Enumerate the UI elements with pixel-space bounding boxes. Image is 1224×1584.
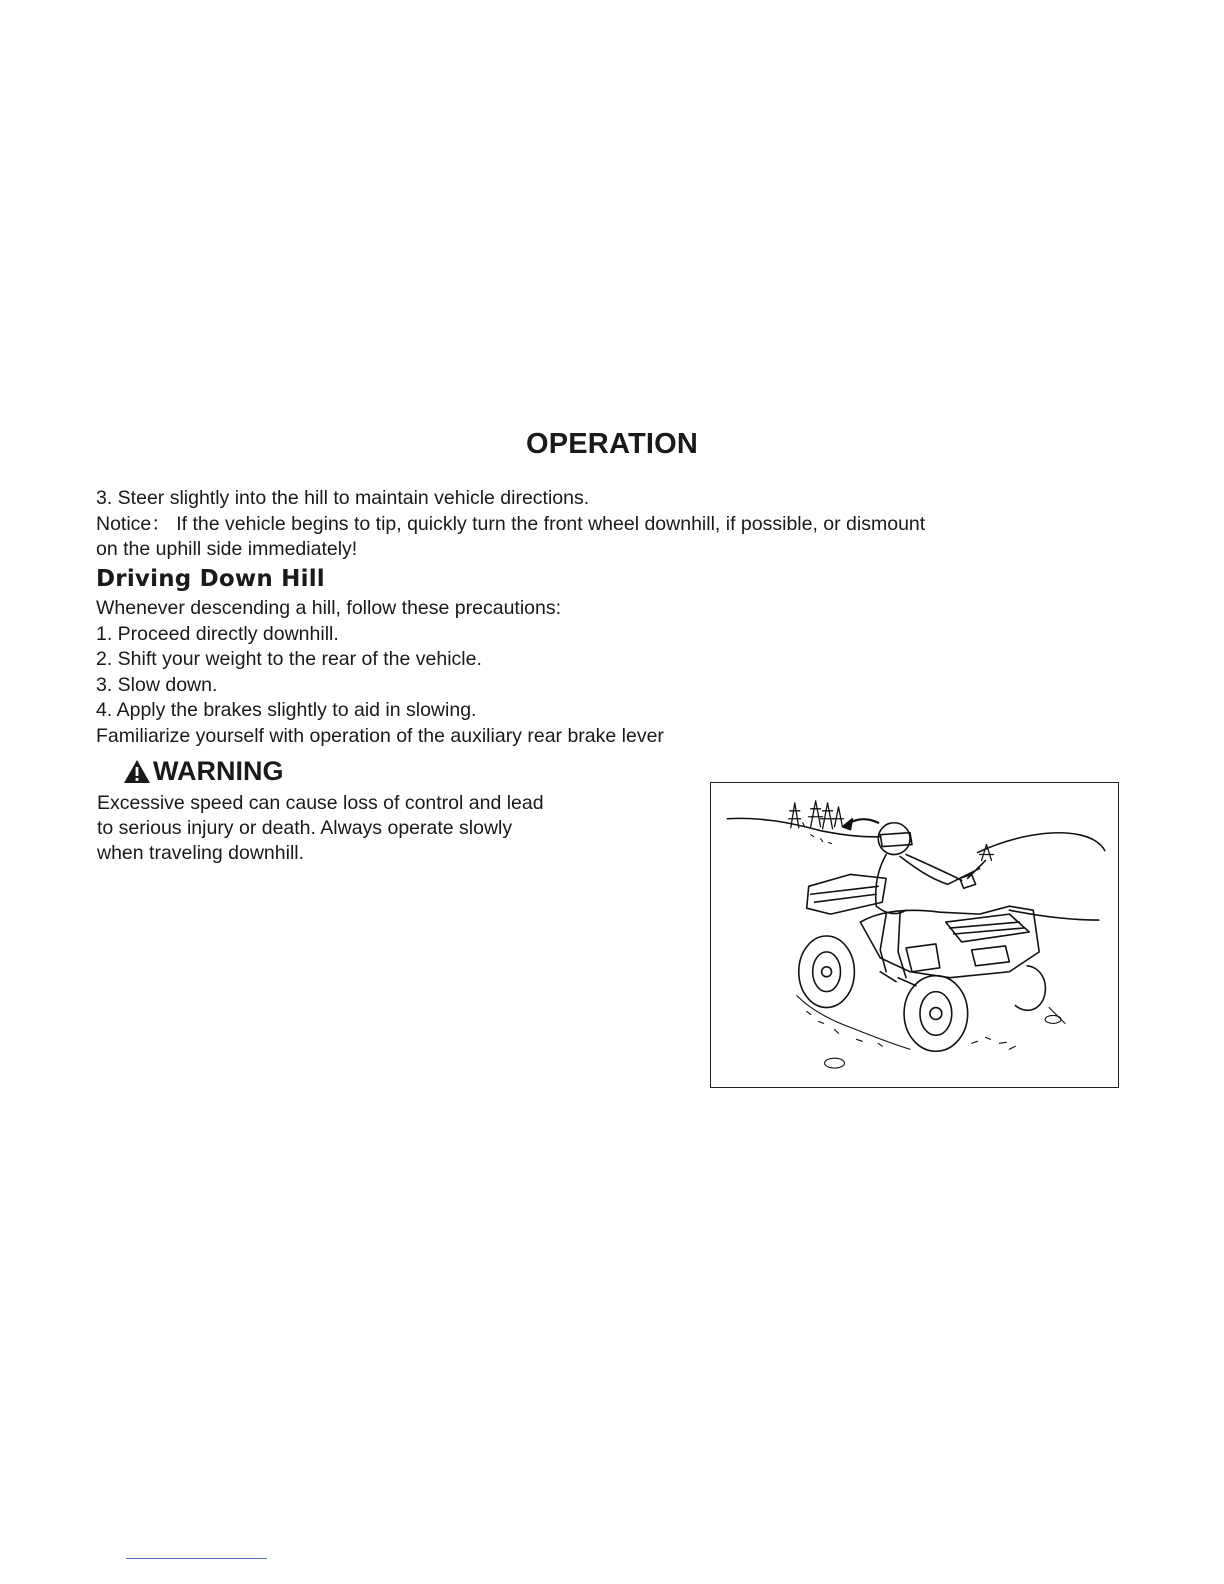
warning-triangle-icon [122, 758, 152, 785]
rider [876, 823, 976, 986]
downhill-lead: Whenever descending a hill, follow these precautions: [96, 597, 562, 619]
intro-block [96, 486, 1096, 563]
hill-right [978, 833, 1105, 853]
warning-line-2: to serious injury or death. Always operate slowly [97, 817, 513, 839]
atv-illustration [710, 782, 1119, 1088]
downhill-block [96, 596, 1096, 749]
handlebar [948, 860, 986, 884]
downhill-step-4: 4. Apply the brakes slightly to aid in slowing. [96, 699, 477, 721]
footer-rule [126, 1558, 267, 1559]
atv-rider-drawing [711, 783, 1118, 1087]
hill-right-base [1009, 910, 1098, 920]
wheel-rear-left [799, 936, 855, 1008]
warning-line-1: Excessive speed can cause loss of control and lead [97, 792, 544, 814]
warning-text [97, 791, 657, 866]
section-heading: Driving Down Hill [96, 566, 325, 592]
page-title: OPERATION [525, 428, 699, 460]
warning-label: WARNING [153, 756, 284, 786]
downhill-step-2: 2. Shift your weight to the rear of the vehicle. [96, 648, 482, 670]
downhill-step-1: 1. Proceed directly downhill. [96, 622, 339, 645]
notice-line [96, 512, 1096, 538]
downhill-closing: Familiarize yourself with operation of the auxiliary rear brake lever [96, 724, 664, 747]
warning-line-3: when traveling downhill. [97, 842, 305, 864]
terrain [797, 823, 1065, 1068]
atv-body [807, 874, 1039, 977]
notice-label: Notice： [96, 512, 171, 535]
intro-step-3: 3. Steer slightly into the hill to maintain vehicle directions. [96, 487, 590, 509]
downhill-step-3: 3. Slow down. [96, 673, 218, 696]
notice-text: If the vehicle begins to tip, quickly turn the front wheel downhill, if possible, or dismount [176, 512, 926, 535]
hill-left [727, 818, 880, 836]
wheel-front-left [904, 976, 968, 1052]
warning-heading [122, 756, 284, 787]
wheel-front-right [1015, 966, 1045, 1011]
notice-text-continued: on the uphill side immediately! [96, 538, 358, 560]
